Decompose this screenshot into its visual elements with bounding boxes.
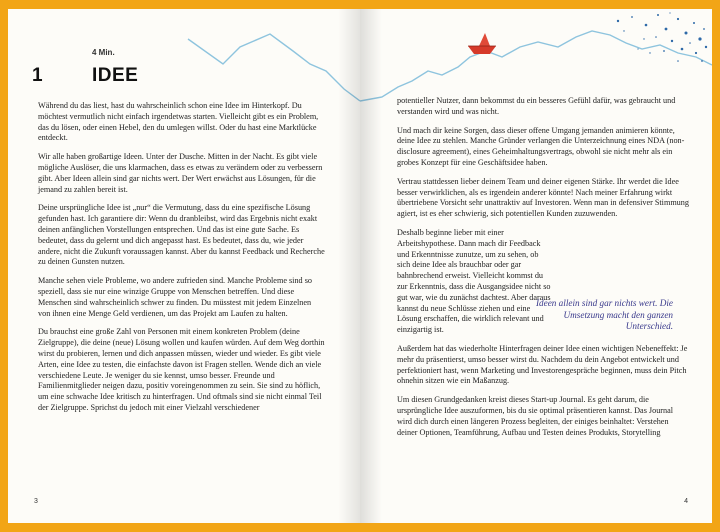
pull-quote: Ideen allein sind gar nichts wert. Die Umsetzung macht den ganzen Unterschied.: [535, 298, 673, 332]
paragraph: Vertrau stattdessen lieber deinem Team und deiner eigenen Stärke. Ihr werdet die Idee besser verwirklichen, als es irgendein anderer könnte! Nach meiner Erfahrung wirkt übertriebene Vorsicht sehr unattraktiv auf Investoren. Wenn man in defensiver Stimmung agiert, ist es eher schwierig, sich potentiellen Kunden zuzuwenden.: [397, 176, 689, 219]
gutter-shadow-left: [338, 9, 360, 523]
paragraph: Während du das liest, hast du wahrscheinlich schon eine Idee im Hinterkopf. Du möchtest vermutlich nicht einfach irgendetwas starten. Vielleicht gibt es ein Problem, das du lösen, oder einen Hebel, den du umlegen willst. Oder du hast eine Marktlücke entdeckt.: [38, 101, 319, 143]
left-body-text: [38, 101, 325, 422]
paragraph: Wir alle haben großartige Ideen. Unter der Dusche. Mitten in der Nacht. Es gibt viele mögliche Auslöser, die uns klarmachen, dass es etwas zu verändern oder zu verbessern gibt. Aber Ideen allein sind gar nichts wert. Der Wert erwächst aus Lösungen, für die jemand zu zahlen bereit ist.: [38, 152, 323, 194]
paper-boat-icon: [468, 33, 496, 54]
left-page: [8, 9, 360, 523]
paragraph: Deine ursprüngliche Idee ist „nur“ die Vermutung, dass du eine spezifische Lösung gefunden hast. Ich garantiere dir: Wenn du dranbleibst, wird das Ergebnis nicht exakt deinen anfänglichen Vorstellungen entsprechen. Und das ist eine gute Sache. Es bedeutet, dass du gelernt und dich angepasst hast. Es bedeutet, dass du, wie jeder andere, nicht die Zukunft voraussagen kannst. Aber du kannst Feedback und Recherche zu deinen Gunsten nutzen.: [38, 203, 325, 267]
paragraph: Du brauchst eine große Zahl von Personen mit einem konkreten Problem (deine Zielgruppe), die deine (neue) Lösung wollen und kaufen würden. Auf dem Weg dorthin wirst du probieren, lernen und dich anpassen müssen, wieder und wieder. Es gibt viele Arten, eine Idee zu testen, die einfachste davon ist Fragen stellen. Wende dich an viele verschiedene Leute. Je weniger du sie kennst, umso besser. Freunde und Familienmitglieder neigen dazu, positiv voreingenommen zu sein. Sie sind zu höflich, um eine schwache Idee kritisch zu hinterfragen. Und oftmals sind sie nicht einmal Teil der Zielgruppe. Sprichst du jedoch mit einer Vielzahl verschiedener: [38, 327, 325, 412]
paragraph: Um diesen Grundgedanken kreist dieses Start-up Journal. Es geht darum, die ursprüngliche Idee auszuformen, bis du sie optimal präsentieren kannst. Das Journal wird dich durch einen längeren Prozess begleiten, der einiges beinhaltet: Verstehen deiner Optionen, Teamführung, Aufbau und Testen deines Produkts, Storytelling: [397, 395, 674, 437]
chapter-number: 1: [32, 65, 43, 86]
dot-spray-illustration: [617, 12, 707, 62]
paragraph: Manche sehen viele Probleme, wo andere zufrieden sind. Manche Probleme sind so speziell, dass sie nur eine winzige Gruppe von Menschen betreffen. Und diese Menschen sind wahrscheinlich schwer zu finden. Du müsstest mit jedem Einzelnen von ihnen eine Menge Geld verdienen, um das Projekt am Laufen zu halten.: [38, 276, 312, 318]
mountain-line-right: [360, 31, 712, 101]
gutter-shadow-right: [360, 9, 382, 523]
chapter-title: IDEE: [92, 65, 139, 86]
reading-time: 4 Min.: [92, 48, 115, 57]
paragraph: Deshalb beginne lieber mit einer Arbeitshypothese. Dann mach dir Feedback und Erkenntnisse zunutze, um zu sehen, ob sich deine Idee als brauchbar oder gar bahnbrechend erweist. Vielleicht kommst du zur Erkenntnis, dass die Ausgangsidee nicht so gut war, wie du zunächst dachtest. Aber daraus kannst du neue Schlüsse ziehen und eine Lösung erschaffen, die wirklich relevant und einzigartig ist.: [397, 227, 551, 335]
right-body-text: [397, 96, 690, 446]
paragraph: potentieller Nutzer, dann bekommst du ein besseres Gefühl dafür, was gebraucht und verstanden wird und was nicht.: [397, 96, 676, 116]
paragraph: Außerdem hat das wiederholte Hinterfragen deiner Idee einen wichtigen Nebeneffekt: Je mehr du präsentierst, umso besser wirst du. Nachdem du dein Angebot entwickelt und perfektioniert hast, wenn Marketing und Investorengespräche beginnen, muss dein Pitch ohnehin sitzen wie ein Maßanzug.: [397, 343, 688, 386]
right-page: [360, 9, 712, 523]
page-number: 4: [684, 498, 688, 505]
page-number: 3: [34, 498, 38, 505]
paragraph: Und mach dir keine Sorgen, dass dieser offene Umgang jemanden animieren könnte, deine Idee zu stehlen. Manche Gründer verlangen die Unterzeichnung eines NDA (non-disclosure agreement), eines Geheimhaltungsvertrags, obwohl sie nicht mehr als ein grobes Konzept für eine Geschäftsidee haben.: [397, 125, 685, 167]
mountain-line-left: [188, 34, 360, 101]
